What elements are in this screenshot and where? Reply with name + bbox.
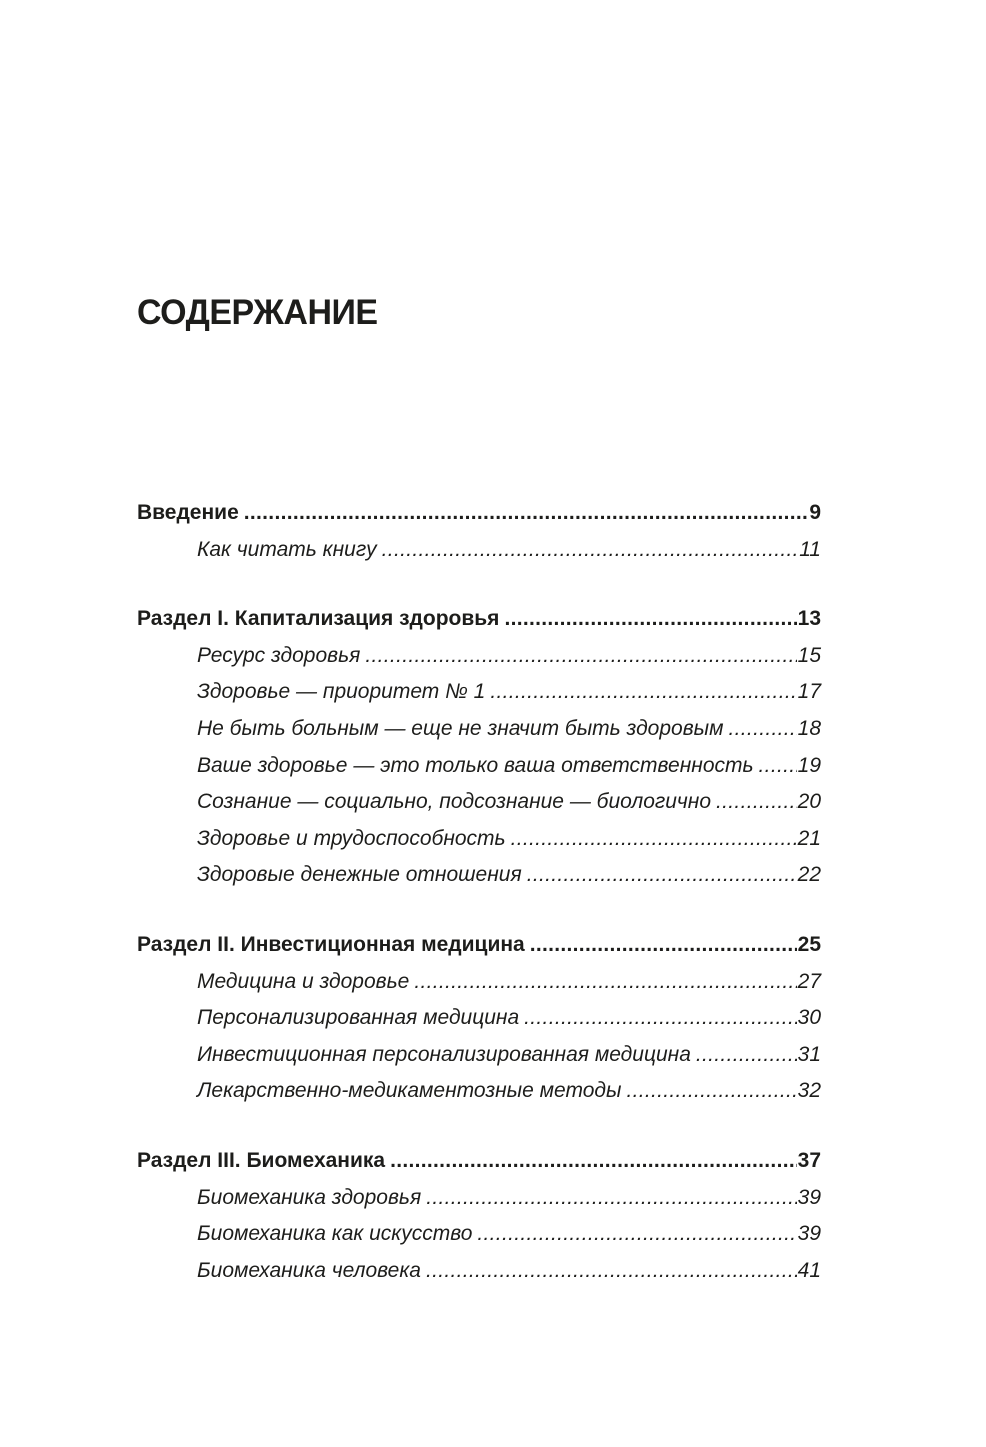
dot-leader: [530, 927, 797, 964]
toc-entry-label: Сознание — социально, подсознание — биологично: [197, 790, 712, 814]
dot-leader: [716, 784, 797, 821]
toc-entry-label: Лекарственно-медикаментозные методы: [197, 1079, 622, 1103]
toc-entry-page: 32: [797, 1079, 821, 1103]
toc-entry: [137, 601, 821, 638]
dot-leader: [729, 711, 797, 748]
toc-group: [137, 1143, 821, 1289]
toc-entry-page: 20: [797, 790, 821, 814]
dot-leader: [504, 601, 796, 638]
dot-leader: [696, 1037, 797, 1074]
toc-entry-page: 9: [809, 501, 821, 524]
dot-leader: [382, 532, 799, 569]
toc-entry-page: 30: [797, 1006, 821, 1030]
toc-entry-page: 21: [797, 826, 821, 850]
toc-entry-page: 19: [797, 753, 821, 777]
dot-leader: [511, 821, 797, 858]
toc-entry-page: 25: [797, 932, 821, 956]
toc-group: [137, 927, 821, 1110]
toc-entry-page: 31: [797, 1042, 821, 1066]
toc-entry-page: 17: [797, 680, 821, 704]
toc-entry-label: Персонализированная медицина: [197, 1006, 520, 1030]
toc-entry-label: Раздел III. Биомеханика: [137, 1148, 386, 1172]
dot-leader: [477, 1216, 796, 1253]
toc-entry: [137, 495, 821, 532]
dot-leader: [524, 1000, 796, 1037]
toc-entry-label: Раздел I. Капитализация здоровья: [137, 607, 500, 631]
dot-leader: [626, 1073, 796, 1110]
page-title: СОДЕРЖАНИЕ: [137, 293, 378, 332]
toc-entry: [137, 1253, 821, 1290]
dot-leader: [527, 857, 797, 894]
toc-entry: [137, 748, 821, 785]
dot-leader: [426, 1180, 796, 1217]
toc-entry: [137, 1073, 821, 1110]
toc-entry-page: 41: [797, 1258, 821, 1282]
toc-entry: [137, 821, 821, 858]
toc-entry: [137, 1143, 821, 1180]
table-of-contents: [137, 495, 821, 1289]
toc-entry-label: Введение: [137, 501, 239, 524]
toc-entry: [137, 1000, 821, 1037]
toc-entry: [137, 1216, 821, 1253]
toc-entry-label: Ресурс здоровья: [197, 643, 361, 667]
toc-entry: [137, 674, 821, 711]
toc-entry-page: 37: [797, 1148, 821, 1172]
toc-entry-page: 11: [799, 537, 821, 561]
toc-entry-page: 13: [797, 607, 821, 631]
dot-leader: [365, 638, 796, 675]
toc-entry-page: 18: [797, 716, 821, 740]
toc-entry: [137, 638, 821, 675]
toc-entry: [137, 927, 821, 964]
dot-leader: [490, 674, 796, 711]
dot-leader: [390, 1143, 797, 1180]
toc-entry-label: Медицина и здоровье: [197, 969, 410, 993]
toc-entry: [137, 784, 821, 821]
toc-entry-label: Здоровье и трудоспособность: [197, 826, 506, 850]
toc-entry-label: Биомеханика здоровья: [197, 1185, 422, 1209]
toc-entry-page: 39: [797, 1222, 821, 1246]
toc-entry-page: 27: [797, 969, 821, 993]
toc-entry-label: Биомеханика как искусство: [197, 1222, 473, 1246]
toc-entry: [137, 857, 821, 894]
toc-group: [137, 601, 821, 894]
toc-entry-label: Как читать книгу: [197, 537, 377, 561]
dot-leader: [244, 495, 809, 532]
toc-entry-label: Инвестиционная персонализированная медицина: [197, 1042, 691, 1066]
toc-entry: [137, 1180, 821, 1217]
toc-entry-label: Здоровье — приоритет № 1: [197, 680, 486, 704]
toc-entry: [137, 532, 821, 569]
toc-entry: [137, 711, 821, 748]
toc-entry-label: Ваше здоровье — это только ваша ответственность: [197, 753, 754, 777]
toc-entry-page: 22: [797, 863, 821, 887]
toc-entry: [137, 1037, 821, 1074]
toc-entry: [137, 964, 821, 1001]
toc-entry-label: Здоровые денежные отношения: [197, 863, 522, 887]
toc-group: [137, 495, 821, 568]
toc-entry-page: 15: [797, 643, 821, 667]
toc-entry-label: Биомеханика человека: [197, 1258, 421, 1282]
toc-entry-label: Раздел II. Инвестиционная медицина: [137, 932, 525, 956]
dot-leader: [426, 1253, 797, 1290]
toc-entry-label: Не быть больным — еще не значит быть здоровым: [197, 716, 724, 740]
dot-leader: [759, 748, 797, 785]
toc-entry-page: 39: [797, 1185, 821, 1209]
dot-leader: [414, 964, 796, 1001]
